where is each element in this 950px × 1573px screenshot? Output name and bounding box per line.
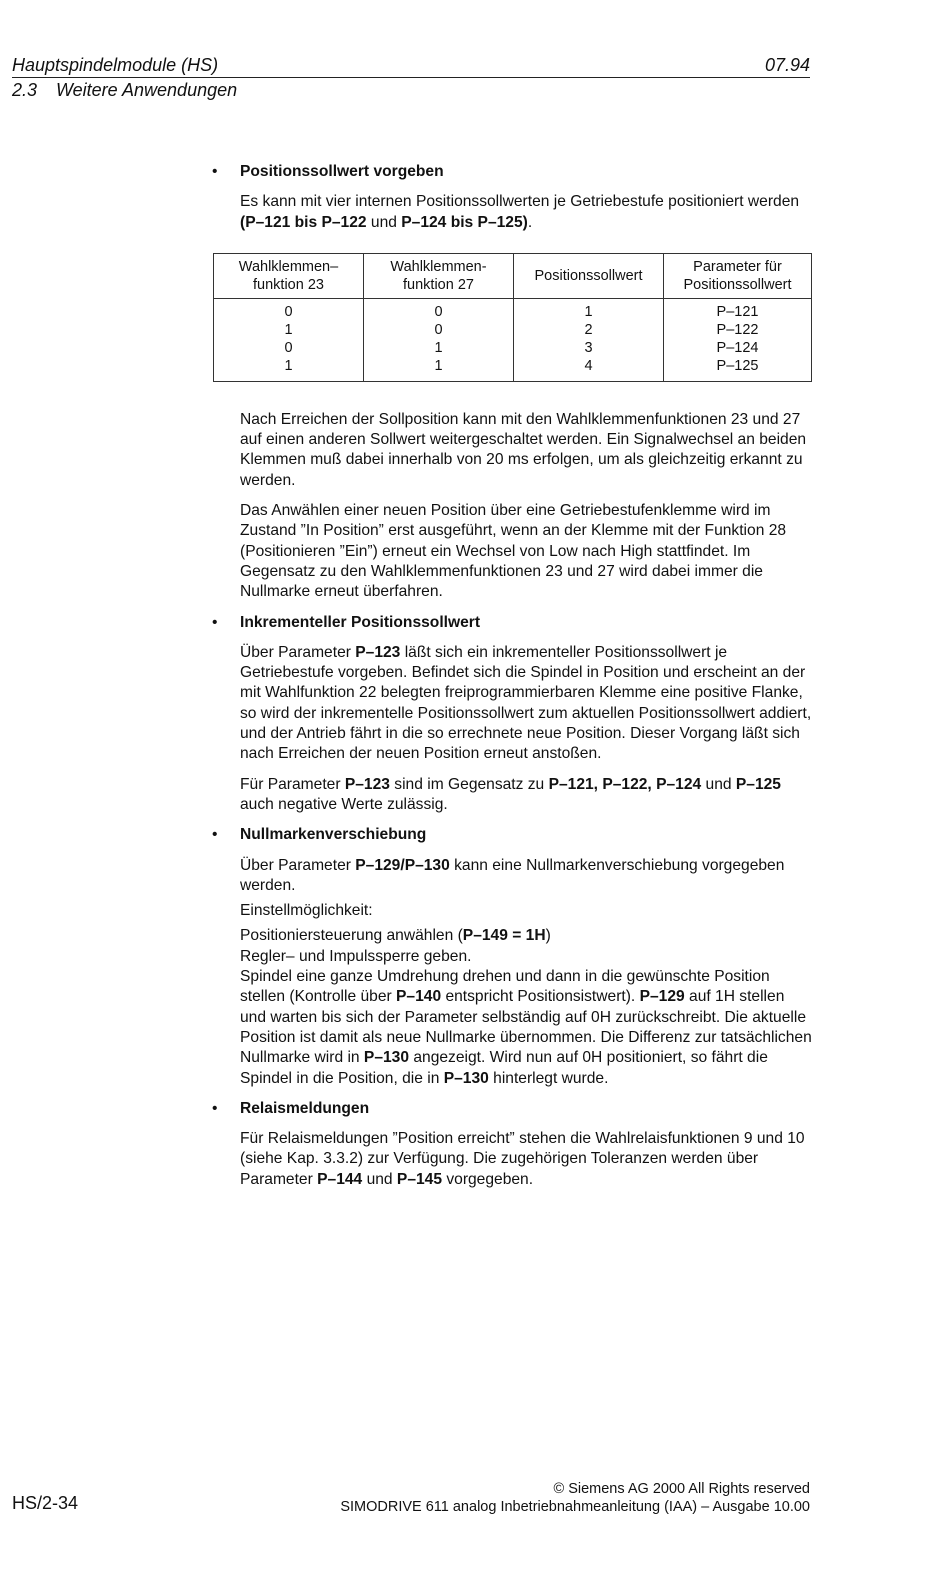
cell-value: 0 [434,321,443,338]
bullet-heading-relaismeldungen [212,1099,812,1119]
bullet-icon: • [212,826,218,844]
bullet-icon: • [212,613,218,631]
text-run: sind im Gegensatz zu [389,775,549,793]
section-title: Weitere Anwendungen [56,80,238,100]
bullet-heading-positionssollwert [212,162,812,182]
text-run: vorgegeben. [442,1170,534,1188]
paragraph-p123 [212,643,812,765]
page-header [12,54,810,101]
header-date: 07.94 [764,55,810,75]
cell-value: 0 [284,339,293,356]
table-row [214,298,812,381]
text-run: Spindel eine ganze Umdrehung drehen und dann in die gewünschte Position stellen (Kontrolle über [240,968,770,1006]
section-number: 2.3 [12,80,38,100]
param-ref: P–130 [363,1049,410,1067]
param-ref: (P–121 bis P–122 [240,213,367,231]
text-run: Über Parameter [240,643,356,661]
header-line: Wahlklemmen– [238,258,339,275]
page-body [212,162,812,1200]
param-ref: P–145 [396,1170,443,1188]
text-run: . [527,213,533,231]
heading-text: Positionssollwert vorgeben [240,163,444,180]
param-ref: P–130 [443,1069,489,1087]
page-footer-info [340,1480,810,1516]
param-ref: P–125 [735,775,781,793]
footer-doc-title: SIMODRIVE 611 analog Inbetriebnahmeanleitung (IAA) – Ausgabe 10.00 [340,1499,810,1515]
footer-page-number: HS/2-34 [12,1493,79,1513]
cell-value: 2 [584,321,593,338]
param-ref: P–149 = 1H [462,927,546,945]
header-line: funktion 23 [253,276,324,293]
header-line: Positionssollwert [534,267,643,284]
text-run: entspricht Positionsistwert). [441,988,640,1006]
cell-value: 1 [434,357,443,374]
cell-value: 1 [284,357,293,374]
paragraph-p129-p130 [212,856,812,897]
table-cell [214,298,364,381]
header-rule [12,77,810,78]
text-run: Für Parameter [240,775,345,793]
heading-text: Nullmarkenverschiebung [240,826,427,844]
table-header-cell [214,253,364,298]
paragraph-anwaehlen: Das Anwählen einer neuen Position über eine Getriebestufenklemme wird im Zustand ”In Position” erst ausgeführt, wenn an der Klemme mit der Funktion 28 (Positionieren ”Ein”) erneut ein Wechsel von Low nach High stattfindet. Im Gegensatz zu den Wahlklemmenfunktionen 23 und 27 wird dabei immer die Nullmarke erneut überfahren. [240,502,787,601]
paragraph-sollposition: Nach Erreichen der Sollposition kann mit den Wahlklemmenfunktionen 23 und 27 auf einen anderen Sollwert weitergeschaltet werden. Ein Signalwechsel an beiden Klemmen muß dabei innerhalb von 20 ms erfolgen, um als gleichzeitig erkannt zu werden. [240,410,807,489]
header-title: Hauptspindelmodule (HS) [12,55,219,75]
text-run: kann eine Nullmarkenverschiebung vorgegeben werden. [240,856,785,894]
footer-copyright: © Siemens AG 2000 All Rights reserved [553,1481,810,1497]
heading-text: Inkrementeller Positionssollwert [240,613,481,631]
text-run: und [362,1170,397,1188]
param-ref: P–121, P–122, P–124 [548,775,702,793]
text-run: Für Relaismeldungen ”Position erreicht” stehen die Wahlrelaisfunktionen 9 und 10 (siehe Kap. 3.3.2) zur Verfügung. Die zugehörigen Toleranzen werden über Parameter [240,1130,805,1188]
bullet-icon: • [212,1099,218,1117]
param-ref: P–140 [396,988,442,1006]
heading-text: Relaismeldungen [240,1099,370,1117]
param-ref: P–129/P–130 [355,856,450,874]
cell-value: 0 [284,303,293,320]
cell-value: P–122 [716,321,759,338]
header-line: funktion 27 [403,276,474,293]
paragraph-negative-werte [212,775,812,816]
cell-value: P–124 [716,339,759,356]
text-run: ) [545,927,551,945]
paragraph-intro [212,192,812,233]
cell-value: 1 [584,303,593,320]
table-cell [664,298,812,381]
cell-value: 0 [434,303,443,320]
bullet-icon: • [212,163,218,180]
paragraph-relais [212,1129,812,1190]
text-run: Positioniersteuerung anwählen ( [240,927,463,945]
cell-value: 1 [284,321,293,338]
text-run: auch negative Werte zulässig. [240,795,448,813]
text-run: läßt sich ein inkrementeller Positionssollwert je Getriebestufe vorgeben. Befindet sich die Spindel in Position und erscheint an der mit Wahlfunktion 22 belegten freiprogrammierbaren Klemme eine positive Flanke, so wird der inkrementelle Positionssollwert zum aktuellen Positionssollwert addiert, und der Antrieb fährt in die so errechnete neue Position. Dieser Vorgang läßt sich nach Erreichen der neuen Position erneut anstoßen. [240,643,812,763]
paragraph-einstellmoeglichkeit: Einstellmöglichkeit: [240,902,373,920]
text-run: auf 1H stellen und warten bis sich der Parameter selbständig auf 0H zurückschreibt. Die aktuelle Position ist damit als neue Nullmarke übernommen. Die Differenz zur tatsächlichen Nullmarke wird in [240,988,812,1067]
text-run: Regler– und Impulssperre geben. [240,947,472,965]
bullet-heading-inkrementeller [212,613,812,633]
table-header-row [214,253,812,298]
table-header-cell [514,253,664,298]
header-line: Positionssollwert [683,276,792,293]
param-ref: P–124 bis P–125) [401,213,528,231]
param-ref: P–123 [344,775,390,793]
header-row [12,54,810,76]
header-line: Parameter für [693,258,782,275]
param-ref: P–129 [639,988,685,1006]
header-line: Wahlklemmen- [390,258,487,275]
cell-value: P–121 [716,303,759,320]
text-run: Es kann mit vier internen Positionssollwerten je Getriebestufe positioniert werden [240,193,800,211]
cell-value: 3 [584,339,593,356]
cell-value: 1 [434,339,443,356]
paragraph-steps [212,926,812,1088]
table-header-cell [664,253,812,298]
table-cell [514,298,664,381]
cell-value: 4 [584,357,593,374]
text-run: angezeigt. Wird nun auf 0H positioniert, so fährt die Spindel in die Position, die in [240,1049,768,1087]
cell-value: P–125 [716,357,759,374]
bullet-heading-nullmarken [212,825,812,845]
text-run: und [701,775,736,793]
text-run: Über Parameter [240,856,356,874]
param-ref: P–144 [317,1170,363,1188]
position-table [213,253,812,382]
section-heading [12,79,810,101]
table-header-cell [364,253,514,298]
param-ref: P–123 [355,643,401,661]
table-cell [364,298,514,381]
text-run: hinterlegt wurde. [488,1069,609,1087]
text-run: und [366,213,402,231]
